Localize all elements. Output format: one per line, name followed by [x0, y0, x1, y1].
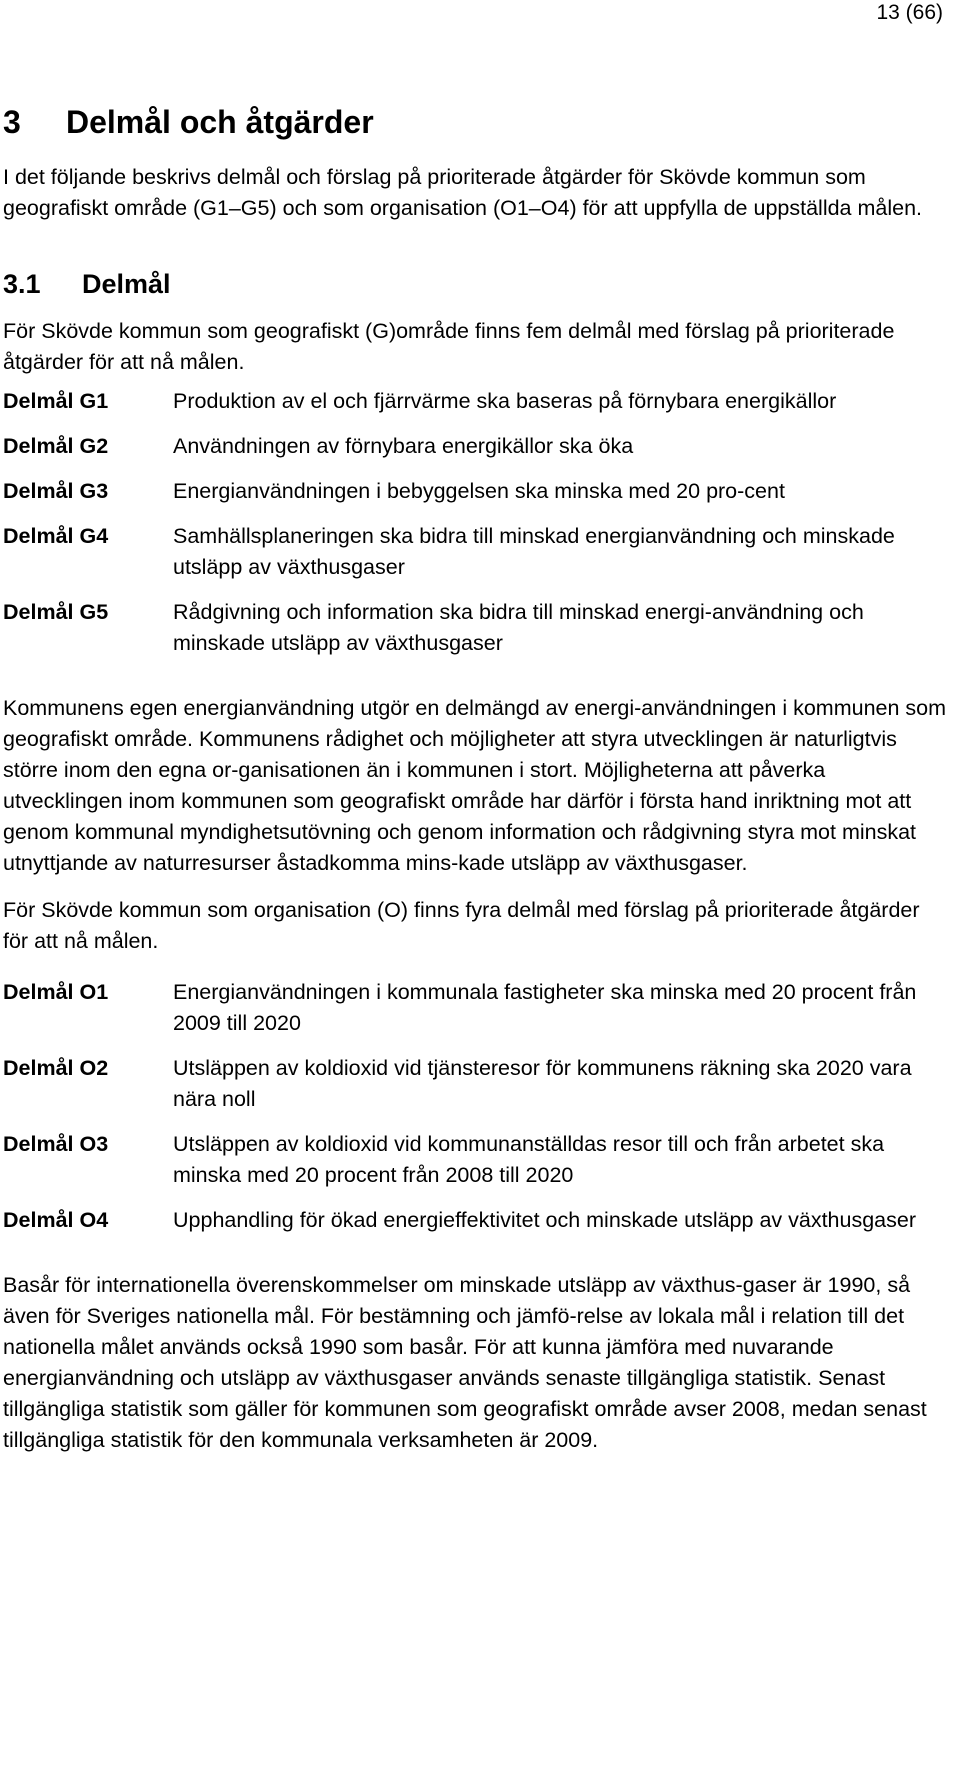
chapter-title: Delmål och åtgärder [66, 104, 374, 140]
chapter-heading [3, 100, 948, 145]
goal-row-o1 [3, 977, 948, 1039]
own-energy-paragraph: Kommunens egen energianvändning utgör en delmängd av energi-användningen i kommunen som geografiskt område. Kommunens rådighet och möjligheter att styra utvecklingen är naturligtvis större inom den egna or-ganisationen än i kommunen i stort. Möjligheterna att påverka utvecklingen inom kommunen som geografiskt område har därför i första hand inriktning mot att genom kommunal myndighetsutövning och genom information och rådgivning styra mot minskat utnyttjande av naturresurser åstadkomma mins-kade utsläpp av växthusgaser. [3, 696, 947, 875]
goal-text: Produktion av el och fjärrvärme ska baseras på förnybara energikällor [173, 389, 837, 413]
goal-text: Användningen av förnybara energikällor ska öka [173, 434, 634, 458]
goal-text: Upphandling för ökad energieffektivitet och minskade utsläpp av växthusgaser [173, 1208, 916, 1232]
goal-text: Energianvändningen i kommunala fastigheter ska minska med 20 procent från 2009 till 2020 [173, 980, 917, 1035]
goal-code: Delmål G5 [3, 600, 109, 624]
organisation-goals-list [3, 977, 948, 1236]
section-title: Delmål [82, 269, 171, 299]
goal-code: Delmål O4 [3, 1208, 109, 1232]
goal-row-o4 [3, 1205, 948, 1236]
chapter-number: 3 [3, 104, 21, 140]
goal-code: Delmål O3 [3, 1132, 109, 1156]
goal-row-g1 [3, 386, 948, 417]
goal-text: Energianvändningen i bebyggelsen ska minska med 20 pro-cent [173, 479, 785, 503]
section-number: 3.1 [3, 269, 41, 299]
section-heading [3, 268, 948, 300]
goal-text: Samhällsplaneringen ska bidra till minskad energianvändning och minskade utsläpp av växthusgaser [173, 524, 895, 579]
goal-row-g3 [3, 476, 948, 507]
goal-text: Utsläppen av koldioxid vid tjänsteresor för kommunens räkning ska 2020 vara nära noll [173, 1056, 912, 1111]
document-body [3, 100, 948, 1456]
goal-code: Delmål O2 [3, 1056, 109, 1080]
goal-row-g5 [3, 597, 948, 659]
goal-code: Delmål O1 [3, 980, 109, 1004]
base-year-paragraph: Basår för internationella överenskommelser om minskade utsläpp av växthus-gaser är 1990, så även för Sveriges nationella mål. För bestämning och jämfö-relse av lokala mål i relation till det nationella målet används också 1990 som basår. För att kunna jämföra med nuvarande energianvändning och utsläpp av växthusgaser används senaste tillgängliga statistik. Senast tillgängliga statistik som gäller för kommunen som geografiskt område avser 2008, medan senast tillgängliga statistik för den kommunala verksamheten är 2009. [3, 1273, 927, 1452]
page-number: 13 (66) [876, 1, 943, 24]
goal-text: Rådgivning och information ska bidra till minskad energi-användning och minskade utsläpp av växthusgaser [173, 600, 864, 655]
goal-code: Delmål G4 [3, 524, 109, 548]
goal-code: Delmål G3 [3, 479, 109, 503]
goal-row-o3 [3, 1129, 948, 1191]
goal-row-g4 [3, 521, 948, 583]
geographic-intro: För Skövde kommun som geografiskt (G)område finns fem delmål med förslag på prioriterade åtgärder för att nå målen. [3, 319, 895, 374]
goal-code: Delmål G1 [3, 389, 109, 413]
goal-code: Delmål G2 [3, 434, 109, 458]
chapter-intro: I det följande beskrivs delmål och förslag på prioriterade åtgärder för Skövde kommun som geografiskt område (G1–G5) och som organisation (O1–O4) för att uppfylla de uppställda målen. [3, 165, 923, 220]
goal-row-g2 [3, 431, 948, 462]
organisation-intro: För Skövde kommun som organisation (O) finns fyra delmål med förslag på prioriterade åtgärder för att nå målen. [3, 898, 920, 953]
goal-text: Utsläppen av koldioxid vid kommunanställdas resor till och från arbetet ska minska med 20 procent från 2008 till 2020 [173, 1132, 885, 1187]
goal-row-o2 [3, 1053, 948, 1115]
geographic-goals-list [3, 386, 948, 659]
